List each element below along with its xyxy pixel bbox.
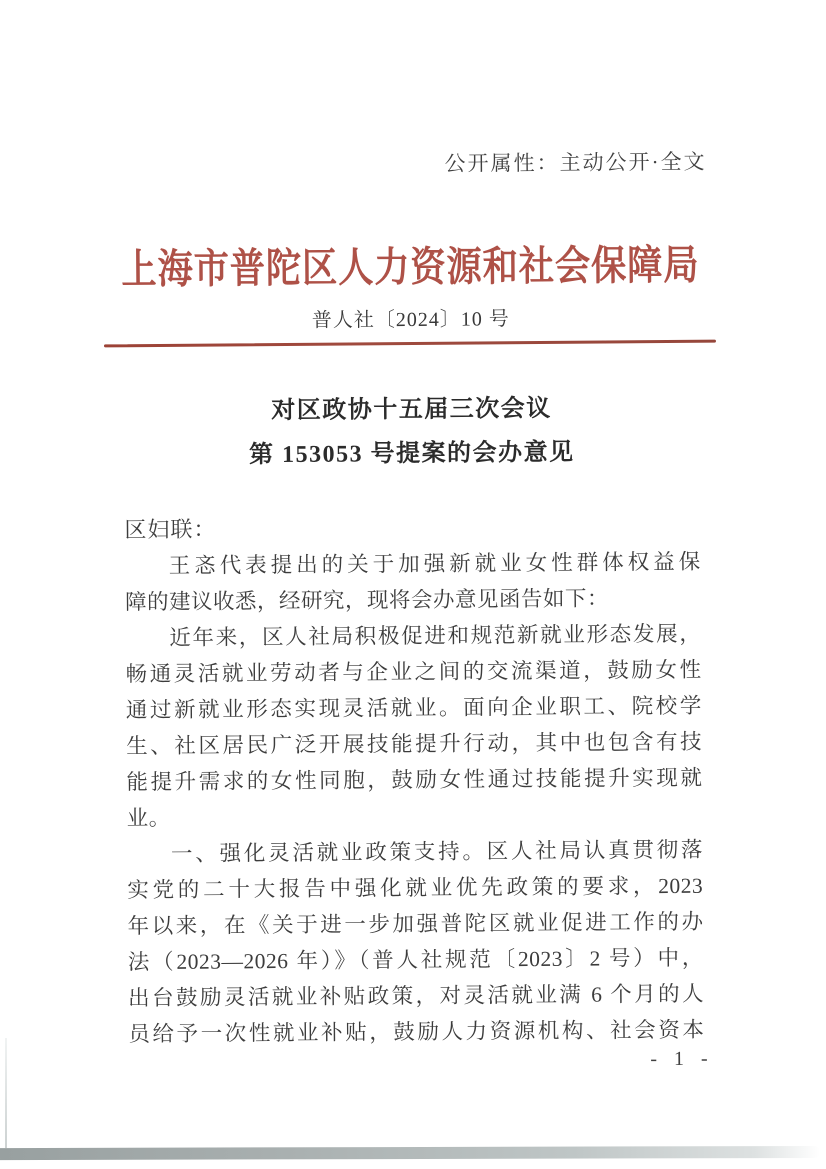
body-line: 畅通灵活就业劳动者与企业之间的交流渠道，鼓励女性 [125,657,702,687]
body-line: 生、社区居民广泛开展技能提升行动，其中也包含有技 [126,729,703,759]
publicity-attribute-label: 公开属性：主动公开·全文 [444,149,707,176]
body-line: 实党的二十大报告中强化就业优先政策的要求，2023 [127,873,704,903]
salutation: 区妇联： [124,516,217,543]
agency-letterhead-title: 上海市普陀区人力资源和社会保障局 [121,241,700,293]
body-line: 员给予一次性就业补贴，鼓励人力资源机构、社会资本 [128,1017,705,1047]
body-line: 出台鼓励灵活就业补贴政策，对灵活就业满 6 个月的人 [128,981,705,1011]
body-line: 近年来，区人社局积极促进和规范新就业形态发展， [169,621,702,650]
body-line: 业。 [126,805,171,831]
body-line: 通过新就业形态实现灵活就业。面向企业职工、院校学 [125,693,702,723]
document-title-line1: 对区政协十五届三次会议 [271,395,552,425]
page-number: - 1 - [650,1047,714,1071]
body-line: 年以来，在《关于进一步加强普陀区就业促进工作的办 [127,909,704,939]
body-line: 障的建议收悉，经研究，现将会办意见函告如下： [124,586,610,615]
document-reference-number: 普人社〔2024〕10 号 [311,308,510,332]
body-line: 法（2023—2026 年）》（普人社规范〔2023〕2 号）中， [127,945,704,975]
document-body [125,544,705,1053]
body-line: 一、强化灵活就业政策支持。区人社局认真贯彻落 [170,837,704,866]
body-line: 能提升需求的女性同胞，鼓励女性通过技能提升实现就 [126,765,703,795]
document-title-line2: 第 153053 号提案的会办意见 [249,439,575,469]
body-line: 王忞代表提出的关于加强新就业女性群体权益保 [168,549,701,578]
scan-edge-shadow-bottom [0,1146,820,1160]
scan-edge-shadow-left [5,1038,7,1148]
red-separator-line [104,340,716,348]
